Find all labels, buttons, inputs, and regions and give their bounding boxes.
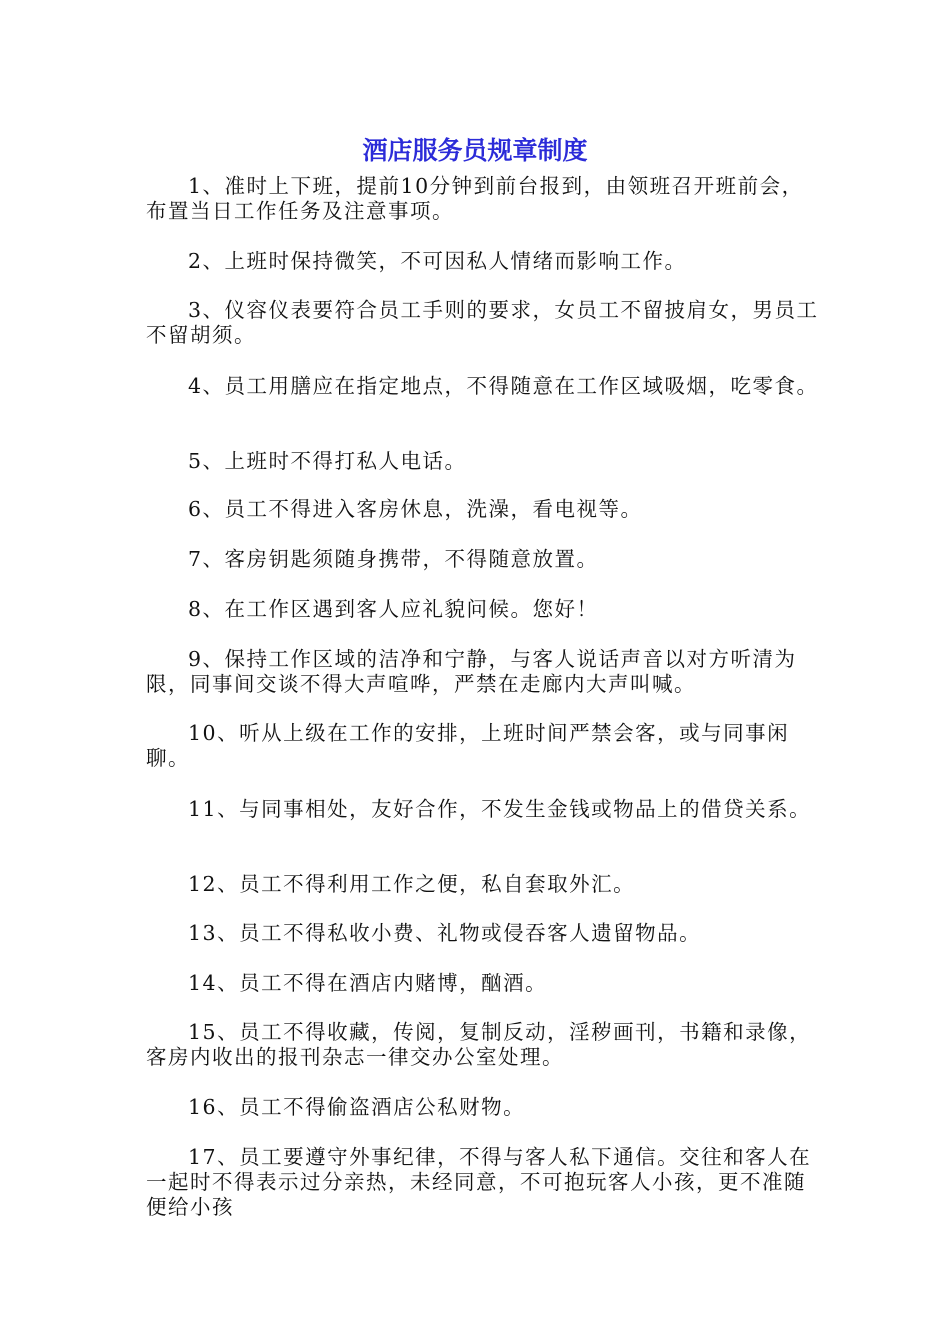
rule-7: 7、客房钥匙须随身携带，不得随意放置。 [188, 547, 599, 571]
rule-15: 15、员工不得收藏，传阅，复制反动，淫秽画刊，书籍和录像，客房内收出的报刊杂志一律交办公室处理。 [146, 1020, 812, 1069]
rule-8: 8、在工作区遇到客人应礼貌问候。您好！ [188, 597, 599, 621]
rule-16: 16、员工不得偷盗酒店公私财物。 [188, 1095, 526, 1119]
rule-12: 12、员工不得利用工作之便，私自套取外汇。 [188, 872, 636, 896]
rule-11: 11、与同事相处，友好合作，不发生金钱或物品上的借贷关系。 [188, 797, 812, 821]
rule-13: 13、员工不得私收小费、礼物或侵吞客人遗留物品。 [188, 921, 702, 945]
rule-2: 2、上班时保持微笑，不可因私人情绪而影响工作。 [188, 249, 687, 273]
document-title: 酒店服务员规章制度 [362, 136, 588, 165]
rule-5: 5、上班时不得打私人电话。 [188, 449, 467, 473]
rule-3: 3、仪容仪表要符合员工手则的要求，女员工不留披肩女，男员工不留胡须。 [146, 298, 819, 347]
rule-14: 14、员工不得在酒店内赌博，酗酒。 [188, 971, 548, 995]
rule-4: 4、员工用膳应在指定地点，不得随意在工作区域吸烟，吃零食。 [188, 374, 819, 398]
rule-9: 9、保持工作区域的洁净和宁静，与客人说话声音以对方听清为限，同事间交谈不得大声喧哗，严禁在走廊内大声叫喊。 [146, 647, 797, 696]
rule-1: 1、准时上下班，提前10分钟到前台报到，由领班召开班前会，布置当日工作任务及注意事项。 [146, 174, 804, 223]
rule-10: 10、听从上级在工作的安排，上班时间严禁会客，或与同事闲聊。 [146, 721, 790, 770]
rule-17: 17、员工要遵守外事纪律，不得与客人私下通信。交往和客人在一起时不得表示过分亲热，未经同意，不可抱玩客人小孩，更不准随便给小孩 [146, 1145, 812, 1219]
rule-6: 6、员工不得进入客房休息，洗澡，看电视等。 [188, 497, 643, 521]
